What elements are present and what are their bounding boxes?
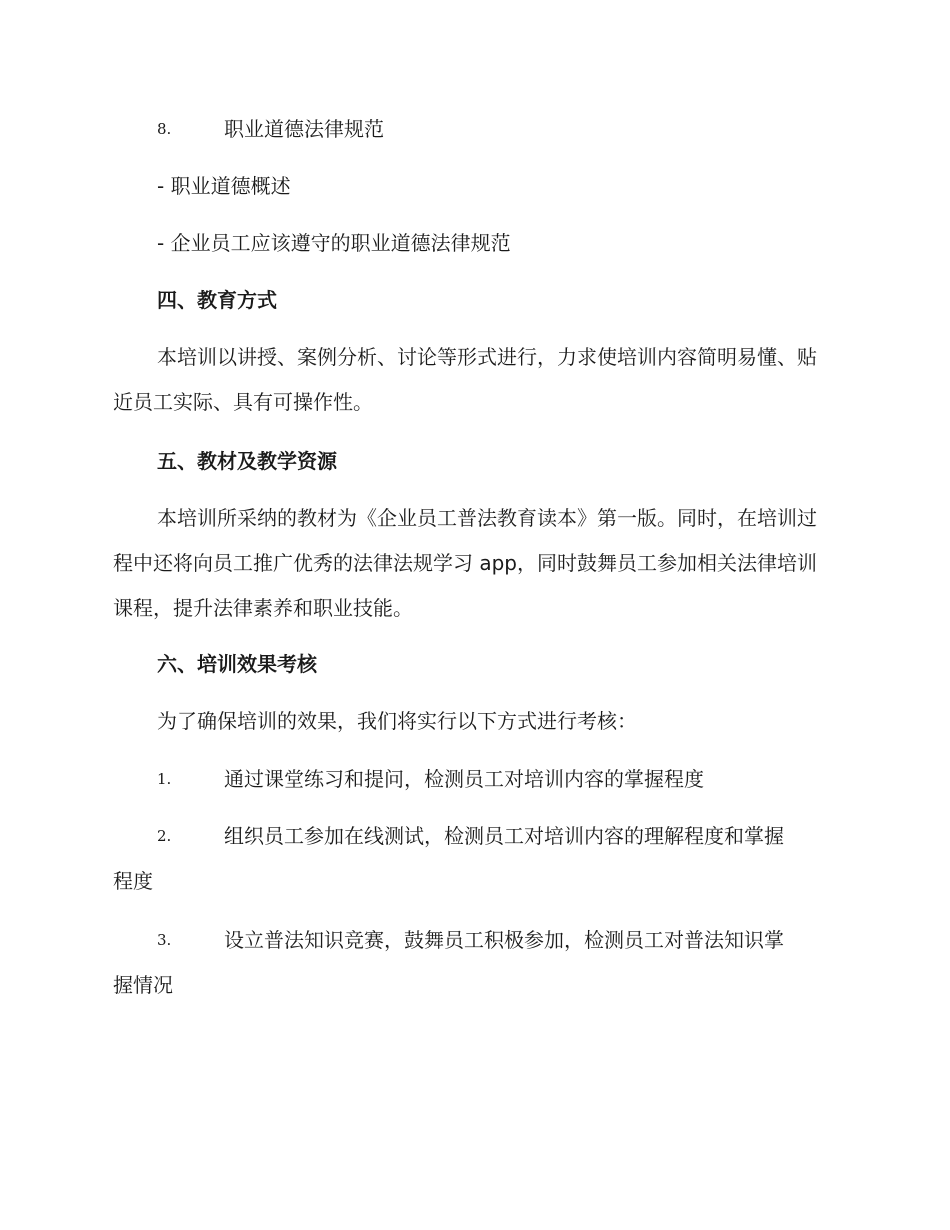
list-item-1	[113, 757, 835, 802]
paragraph-assessment-intro: 为了确保培训的效果，我们将实行以下方式进行考核：	[157, 709, 637, 733]
list-number: 2.	[157, 827, 172, 845]
list-item-text-continued: 程度	[113, 869, 153, 893]
section-heading-materials: 五、教材及教学资源	[157, 449, 337, 473]
list-item-text: 职业道德法律规范	[224, 117, 384, 141]
list-number: 3.	[157, 931, 172, 949]
list-number: 8.	[157, 120, 172, 138]
list-item-text: 组织员工参加在线测试，检测员工对培训内容的理解程度和掌握	[224, 824, 784, 848]
list-number: 1.	[157, 770, 172, 788]
sub-item-norms: - 企业员工应该遵守的职业道德法律规范	[157, 231, 511, 255]
paragraph-materials: 本培训所采纳的教材为《企业员工普法教育读本》第一版。同时，在培训过程中还将向员工推广优秀的法律法规学习 app，同时鼓舞员工参加相关法律培训课程，提升法律素养和职业技能。	[113, 506, 818, 620]
paragraph-teaching-method: 本培训以讲授、案例分析、讨论等形式进行，力求使培训内容简明易懂、贴近员工实际、具有可操作性。	[113, 345, 817, 414]
list-item-text: 设立普法知识竞赛，鼓舞员工积极参加，检测员工对普法知识掌	[224, 928, 784, 952]
section-heading-teaching-method: 四、教育方式	[157, 288, 277, 312]
list-item-text: 通过课堂练习和提问，检测员工对培训内容的掌握程度	[224, 767, 704, 791]
list-item-3	[113, 918, 835, 1008]
sub-item-overview: - 职业道德概述	[157, 174, 291, 198]
section-heading-assessment: 六、培训效果考核	[157, 652, 317, 676]
list-item-text-continued: 握情况	[113, 973, 173, 997]
list-item-8	[113, 107, 835, 152]
list-item-2	[113, 814, 835, 904]
